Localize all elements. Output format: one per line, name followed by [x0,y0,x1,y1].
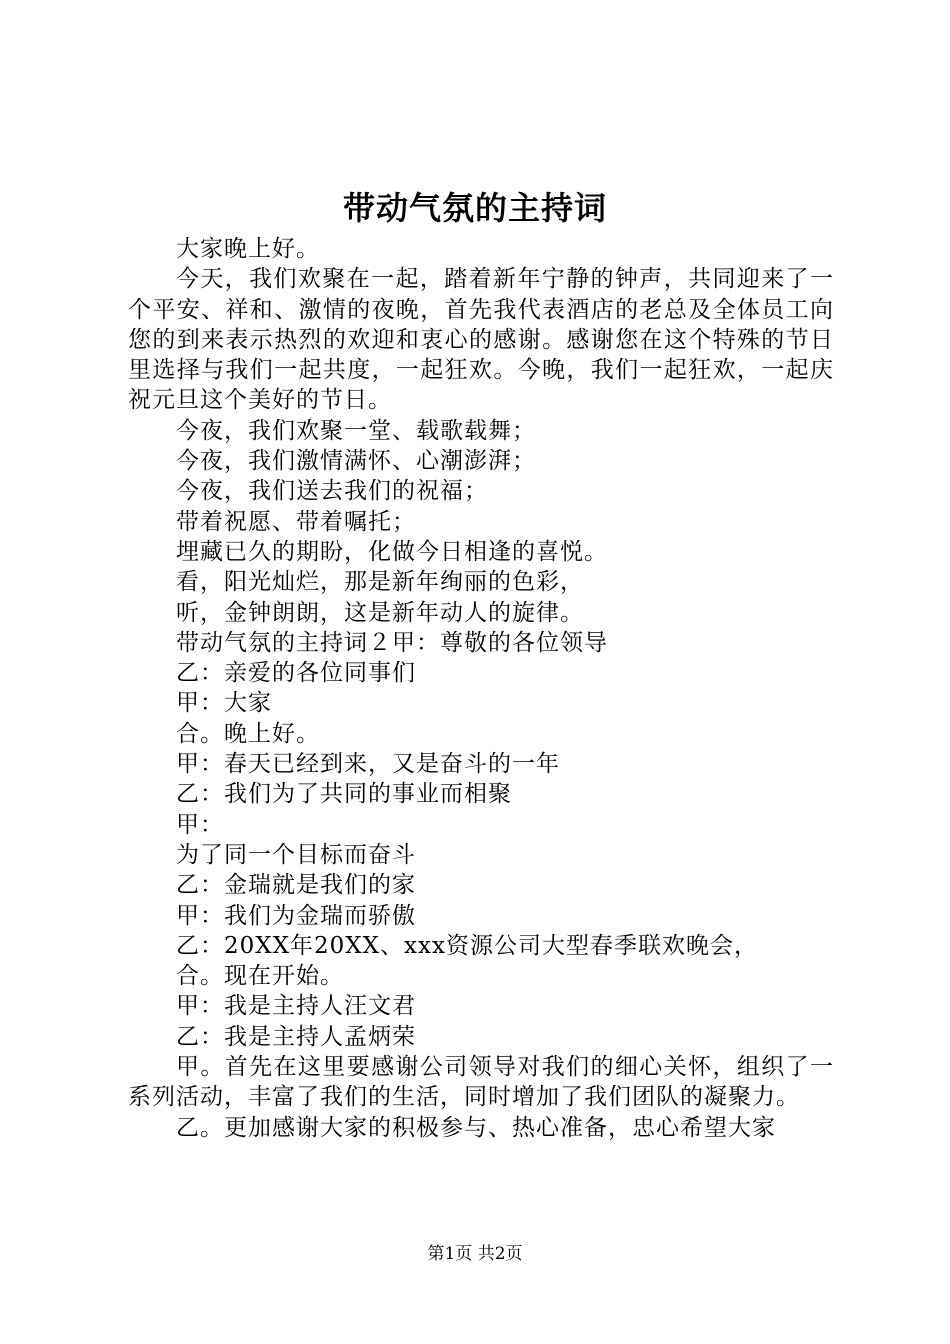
paragraph: 合。晚上好。 [176,720,320,747]
paragraph: 为了同一个目标而奋斗 [176,841,416,868]
paragraph: 合。现在开始。 [176,963,344,990]
page-footer: 第1页 共2页 [427,1244,523,1264]
document-body [128,234,834,1143]
document-title: 带动气氛的主持词 [342,189,607,227]
paragraph: 甲。首先在这里要感谢公司领导对我们的细心关怀，组织了一系列活动，丰富了我们的生活，同时增加了我们团队的凝聚力。 [128,1054,834,1111]
paragraph: 听，金钟朗朗，这是新年动人的旋律。 [176,599,584,626]
paragraph: 甲：春天已经到来，又是奋斗的一年 [176,751,560,778]
paragraph: 甲：我们为金瑞而骄傲 [176,902,416,929]
paragraph: 乙：我是主持人孟炳荣 [176,1023,416,1050]
paragraph: 乙。更加感谢大家的积极参与、热心准备，忠心希望大家 [176,1114,776,1141]
paragraph: 今夜，我们激情满怀、心潮澎湃； [176,448,536,475]
paragraph: 带着祝愿、带着嘱托； [176,508,416,535]
paragraph: 看，阳光灿烂，那是新年绚丽的色彩， [176,569,584,596]
paragraph: 甲：大家 [176,690,272,717]
paragraph: 埋藏已久的期盼，化做今日相逢的喜悦。 [176,538,608,565]
paragraph: 乙：金瑞就是我们的家 [176,872,416,899]
paragraph: 大家晚上好。 [176,236,320,262]
paragraph: 乙：亲爱的各位同事们 [176,660,416,687]
paragraph: 乙：我们为了共同的事业而相聚 [176,781,512,808]
paragraph: 今夜，我们欢聚一堂、载歌载舞； [176,417,536,444]
paragraph: 带动气氛的主持词２甲：尊敬的各位领导 [176,629,608,656]
paragraph: 今夜，我们送去我们的祝福； [176,478,488,505]
paragraph: 甲：我是主持人汪文君 [176,993,416,1020]
paragraph: 乙：20XX年20XX、xxx资源公司大型春季联欢晚会， [176,932,758,959]
paragraph: 今天，我们欢聚在一起，踏着新年宁静的钟声，共同迎来了一个平安、祥和、激情的夜晚，首先我代表酒店的老总及全体员工向您的到来表示热烈的欢迎和衷心的感谢。感谢您在这个特殊的节日里选择与我们一起共度，一起狂欢。今晚，我们一起狂欢，一起庆祝元旦这个美好的节日。 [128,266,834,414]
paragraph: 甲： [176,811,224,838]
